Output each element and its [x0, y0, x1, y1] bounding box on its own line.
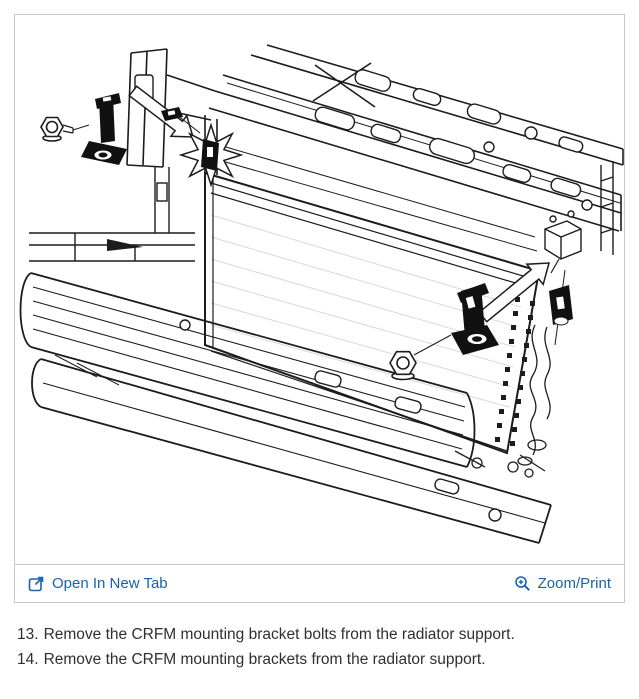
technical-diagram [15, 15, 624, 564]
instruction-step-13 [17, 622, 515, 647]
mounting-bolt-left [41, 118, 89, 142]
open-in-new-tab-label: Open In New Tab [52, 575, 168, 592]
step-number: 13. [17, 626, 39, 643]
figure-panel [14, 14, 625, 603]
callout-arrow-left [129, 86, 193, 137]
mounting-bracket-far-right [549, 285, 573, 325]
instruction-step-14 [17, 647, 515, 672]
figure-toolbar [15, 564, 624, 602]
step-text: Remove the CRFM mounting bracket bolts from the radiator support. [43, 626, 515, 643]
callout-starburst [181, 125, 241, 185]
instruction-steps [17, 622, 515, 672]
open-in-new-tab-icon [28, 575, 45, 592]
step-text: Remove the CRFM mounting brackets from the radiator support. [43, 651, 486, 668]
open-in-new-tab-link[interactable] [28, 575, 168, 592]
zoom-print-label: Zoom/Print [537, 575, 611, 592]
crfm-diagram-svg [15, 15, 624, 564]
mounting-bracket-left [81, 93, 127, 165]
left-cross-member [29, 167, 195, 261]
magnifier-plus-icon [514, 575, 531, 592]
zoom-print-link[interactable] [514, 575, 611, 592]
tie-bar-cutouts [135, 68, 592, 210]
step-number: 14. [17, 651, 39, 668]
